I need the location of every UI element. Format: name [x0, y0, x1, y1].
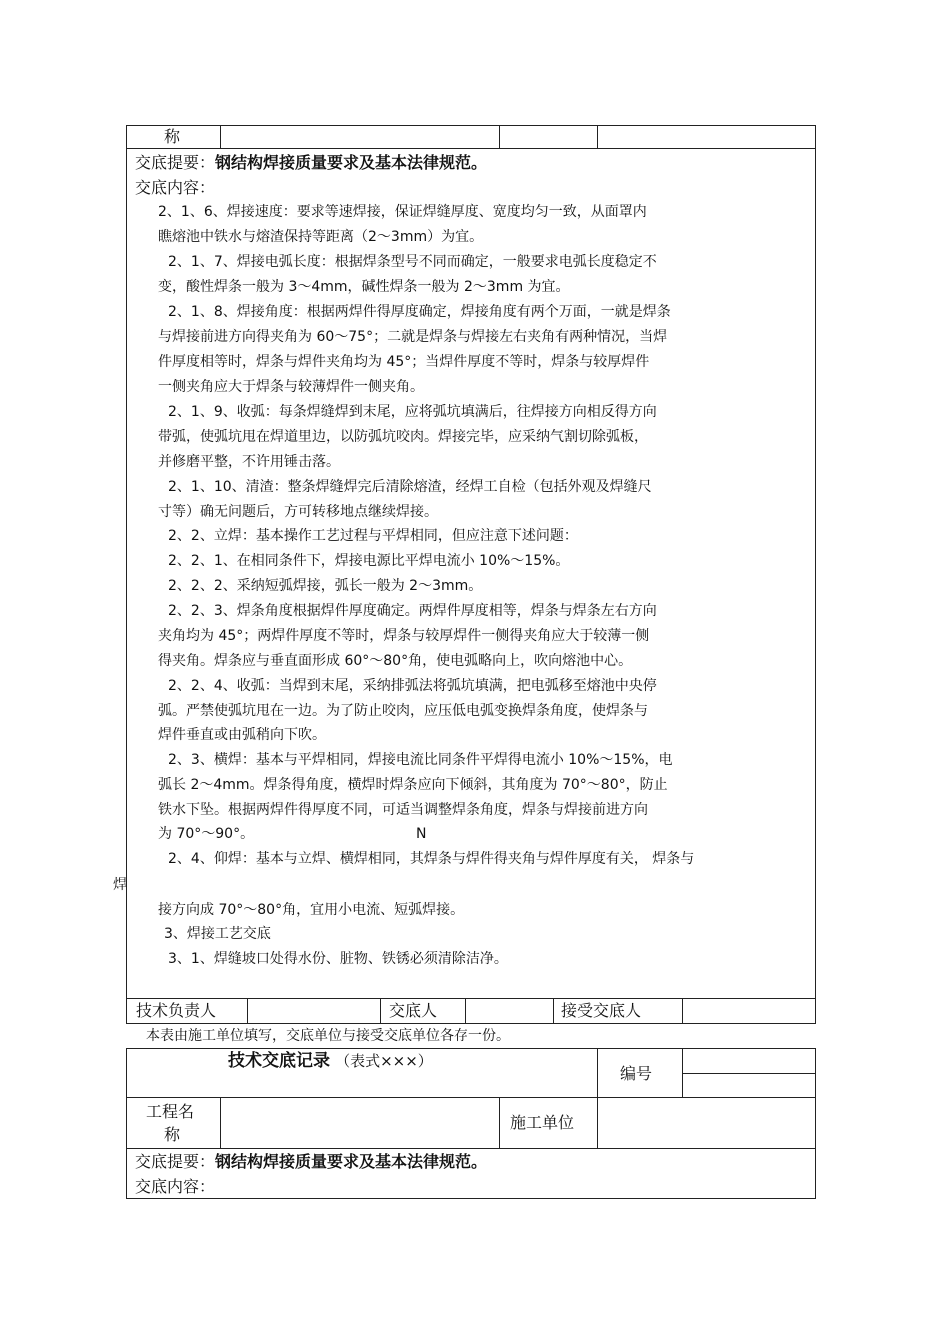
- top-header-col-3: [597, 125, 598, 148]
- body-line: 2、1、10、清渣：整条焊缝焊完后清除熔渣，经焊工自检（包括外观及焊缝尺: [168, 479, 652, 495]
- body-line: 寸等）确无问题后，方可转移地点继续焊接。: [158, 504, 438, 520]
- body-line: 3、焊接工艺交底: [164, 926, 271, 942]
- body-line: 为 70°～90°。: [158, 826, 255, 842]
- receiver-label: 接受交底人: [561, 1001, 642, 1020]
- footnote: 本表由施工单位填写，交底单位与接受交底单位各存一份。: [146, 1028, 510, 1044]
- body-line: 铁水下坠。根据两焊件得厚度不同，可适当调整焊条角度，焊条与焊接前进方向: [158, 802, 648, 818]
- tech-lead-label: 技术负责人: [136, 1001, 217, 1020]
- summary-label: 交底提要：: [135, 153, 216, 172]
- signature-col-1: [247, 998, 248, 1024]
- project-label-line-1: 工程名: [146, 1102, 195, 1121]
- body-line: 一侧夹角应大于焊条与较薄焊件一侧夹角。: [158, 379, 424, 395]
- body-line: 焊件垂直或由弧稍向下吹。: [158, 727, 326, 743]
- body-line: 带弧，使弧坑甩在焊道里边，以防弧坑咬肉。焊接完毕，应采纳气割切除弧板，: [158, 429, 648, 445]
- bottom-summary-row: [135, 1151, 487, 1173]
- body-line: 2、2、4、收弧：当焊到末尾，采纳排弧法将弧坑填满，把电弧移至熔池中央停: [168, 678, 657, 694]
- top-header-col-1: [220, 125, 221, 148]
- signature-col-4: [553, 998, 554, 1024]
- bottom-summary-text: 钢结构焊接质量要求及基本法律规范。: [215, 1152, 488, 1171]
- bottom-summary-label: 交底提要：: [135, 1152, 216, 1171]
- form-title: [228, 1049, 433, 1073]
- body-line: 2、1、9、收弧：每条焊缝焊到末尾，应将弧坑填满后，往焊接方向相反得方向: [168, 404, 657, 420]
- number-value-split: [682, 1073, 816, 1074]
- body-line: 夹角均为 45°；两焊件厚度不等时，焊条与较厚焊件一侧得夹角应大于较薄一侧: [158, 628, 650, 644]
- contractor-col-divider-left: [499, 1097, 500, 1148]
- body-line: 2、2、3、焊条角度根据焊件厚度确定。两焊件厚度相等，焊条与焊条左右方向: [168, 603, 657, 619]
- signature-col-3: [465, 998, 466, 1024]
- body-line: 2、1、7、焊接电弧长度：根据焊条型号不同而确定，一般要求电弧长度稳定不: [168, 254, 657, 270]
- contractor-col-divider-right: [597, 1097, 598, 1148]
- summary-text: 钢结构焊接质量要求及基本法律规范。: [215, 153, 488, 172]
- form-title-sub: （表式×××）: [335, 1052, 433, 1070]
- bottom-content-label: 交底内容：: [135, 1177, 216, 1196]
- contractor-label: 施工单位: [510, 1113, 575, 1132]
- title-row-divider: [126, 1097, 816, 1098]
- content-label: 交底内容：: [135, 178, 216, 197]
- body-line: 2、2、2、采纳短弧焊接，弧长一般为 2～3mm。: [168, 578, 483, 594]
- project-col-divider: [220, 1097, 221, 1148]
- stray-letter: N: [416, 826, 427, 842]
- number-label: 编号: [620, 1064, 653, 1083]
- body-line: 弧长 2～4mm。焊条得角度，横焊时焊条应向下倾斜，其角度为 70°～80°，防止: [158, 777, 668, 793]
- body-line: 得夹角。焊条应与垂直面形成 60°～80°角，使电弧略向上，吹向熔池中心。: [158, 653, 633, 669]
- body-line: 接方向成 70°～80°角，宜用小电流、短弧焊接。: [158, 902, 465, 918]
- body-line: 2、1、8、焊接角度：根据两焊件得厚度确定，焊接角度有两个万面，一就是焊条: [168, 304, 671, 320]
- body-line: 并修磨平整，不许用锤击落。: [158, 454, 340, 470]
- form-title-main: 技术交底记录: [228, 1051, 330, 1071]
- body-line: 瞧熔池中铁水与熔渣保持等距离（2～3mm）为宜。: [158, 229, 484, 245]
- project-label-line-2: 称: [164, 1125, 181, 1144]
- top-header-row-divider: [126, 148, 816, 149]
- margin-char: 焊: [113, 877, 127, 893]
- top-header-col-2: [499, 125, 500, 148]
- body-line: 变，酸性焊条一般为 3～4mm，碱性焊条一般为 2～3mm 为宜。: [158, 279, 570, 295]
- body-line: 2、3、横焊：基本与平焊相同，焊接电流比同条件平焊得电流小 10%～15%，电: [168, 752, 673, 768]
- number-col-divider: [597, 1048, 598, 1097]
- signature-col-2: [380, 998, 381, 1024]
- body-line: 3、1、焊缝坡口处得水份、脏物、铁锈必须清除洁净。: [168, 951, 508, 967]
- body-line: 与焊接前进方向得夹角为 60～75°；二就是焊条与焊接左右夹角有两种情况，当焊: [158, 329, 668, 345]
- body-line: 2、4、仰焊：基本与立焊、横焊相同，其焊条与焊件得夹角与焊件厚度有关， 焊条与: [168, 851, 695, 867]
- project-row-divider: [126, 1148, 816, 1149]
- body-line: 2、2、1、在相同条件下，焊接电源比平焊电流小 10%～15%。: [168, 553, 570, 569]
- signature-row-divider: [126, 998, 816, 999]
- body-line: 2、2、立焊：基本操作工艺过程与平焊相同，但应注意下述问题：: [168, 528, 578, 544]
- body-line: 弧。严禁使弧坑甩在一边。为了防止咬肉，应压低电弧变换焊条角度，使焊条与: [158, 703, 648, 719]
- project-name-tail: 称: [164, 127, 181, 146]
- body-line: 2、1、6、焊接速度：要求等速焊接，保证焊缝厚度、宽度均匀一致，从面罩内: [158, 204, 647, 220]
- signature-col-5: [682, 998, 683, 1024]
- body-line: 件厚度相等时，焊条与焊件夹角均为 45°；当焊件厚度不等时，焊条与较厚焊件: [158, 354, 650, 370]
- summary-row: [135, 152, 487, 174]
- discloser-label: 交底人: [389, 1001, 438, 1020]
